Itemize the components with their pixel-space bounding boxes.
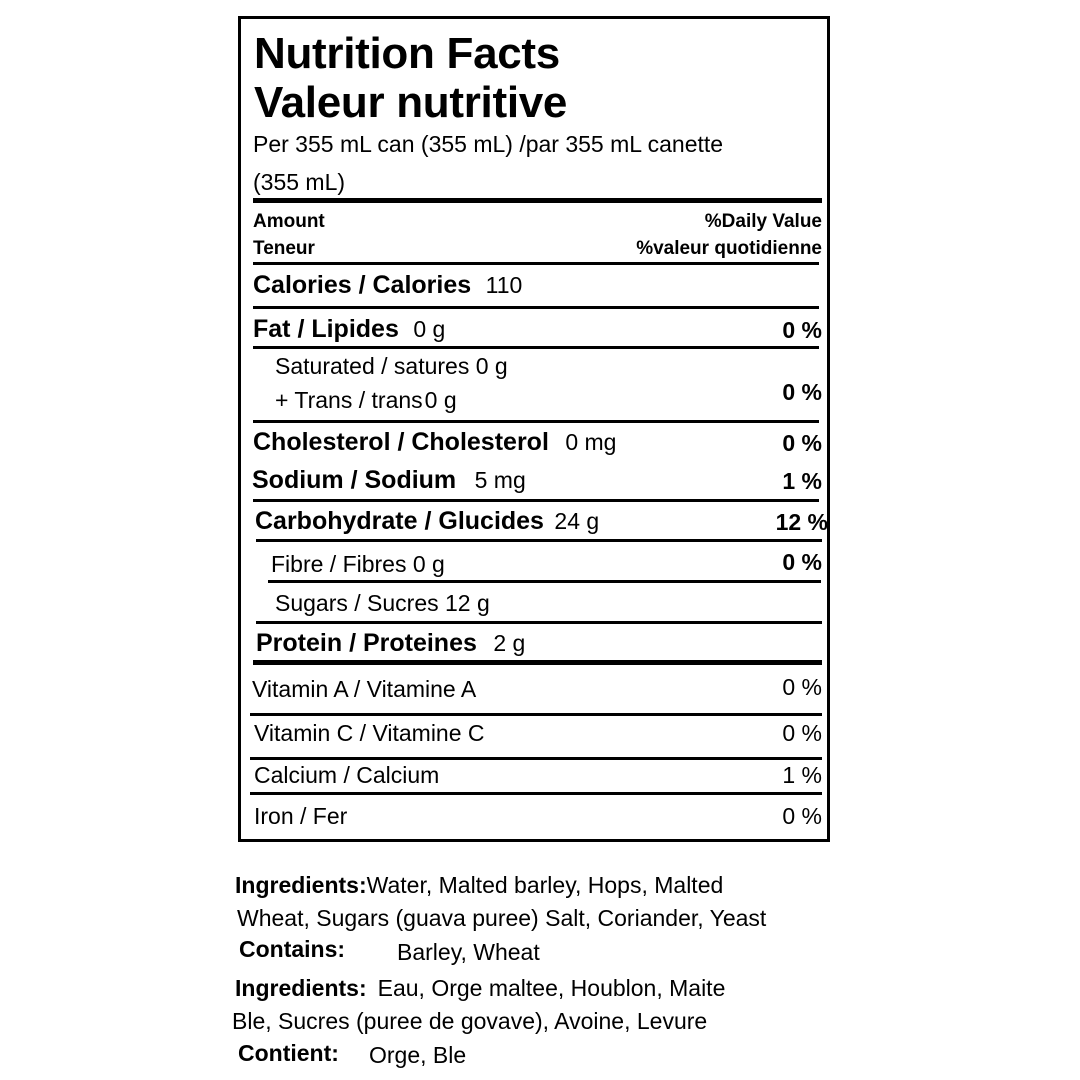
calcium-daily-value: 1 %	[782, 762, 822, 788]
daily-value-header-en: %Daily Value	[704, 211, 822, 232]
carbohydrate-row	[255, 509, 599, 534]
carbohydrate-value: 24 g	[554, 508, 600, 534]
cholesterol-row	[253, 430, 616, 455]
carbohydrate-daily-value: 12 %	[775, 509, 828, 535]
ingredients-fr-line1	[235, 977, 725, 1000]
ingredients-fr-text-2: Ble, Sucres (puree de govave), Avoine, Levure	[232, 1008, 708, 1034]
amount-header-en: Amount	[253, 211, 325, 232]
cholesterol-daily-value: 0 %	[782, 430, 822, 456]
divider	[253, 346, 819, 349]
thick-divider	[253, 660, 822, 665]
divider	[250, 757, 822, 760]
vitamin-c-daily-value: 0 %	[782, 720, 822, 746]
sodium-daily-value: 1 %	[782, 468, 822, 494]
protein-row	[256, 631, 525, 656]
protein-value: 2 g	[493, 630, 526, 656]
sodium-value: 5 mg	[474, 467, 526, 493]
fat-daily-value: 0 %	[782, 317, 822, 343]
contains-value: Barley, Wheat	[397, 939, 540, 965]
trans-label: + Trans / trans	[275, 387, 423, 413]
ingredients-en-text-2: Wheat, Sugars (guava puree) Salt, Coriander, Yeast	[237, 905, 767, 931]
ingredients-fr-label: Ingredients:	[235, 975, 367, 1001]
vitamin-a-daily-value: 0 %	[782, 674, 822, 700]
divider	[250, 792, 822, 795]
amount-header-fr: Teneur	[253, 238, 315, 259]
ingredients-fr-text-1: Eau, Orge maltee, Houblon, Maite	[377, 975, 726, 1001]
ingredients-en-line1	[235, 874, 723, 897]
carbohydrate-label: Carbohydrate / Glucides	[255, 507, 544, 535]
ingredients-en-label: Ingredients:	[235, 872, 367, 898]
contient-label: Contient:	[238, 1040, 339, 1066]
contient-value: Orge, Ble	[369, 1042, 467, 1068]
divider	[268, 580, 821, 583]
calories-label: Calories / Calories	[253, 271, 472, 299]
thick-divider	[253, 198, 822, 203]
calories-value: 110	[485, 272, 523, 298]
fat-value: 0 g	[413, 316, 446, 342]
vitamin-a-label: Vitamin A / Vitamine A	[252, 676, 477, 702]
serving-size-line1: Per 355 mL can (355 mL) /par 355 mL canette	[253, 131, 724, 157]
divider	[253, 262, 819, 265]
ingredients-en-text-1: Water, Malted barley, Hops, Malted	[366, 872, 724, 898]
divider	[253, 306, 819, 309]
saturated-label: Saturated / satures 0 g	[275, 353, 508, 379]
protein-label: Protein / Proteines	[256, 629, 477, 657]
iron-daily-value: 0 %	[782, 803, 822, 829]
divider	[253, 499, 819, 502]
trans-row	[275, 389, 457, 412]
fibre-daily-value: 0 %	[782, 549, 822, 575]
title-fr: Valeur nutritive	[254, 78, 568, 127]
serving-size-line2: (355 mL)	[253, 169, 346, 195]
divider	[253, 420, 819, 423]
saturated-trans-daily-value: 0 %	[782, 379, 822, 405]
divider	[256, 621, 822, 624]
cholesterol-label: Cholesterol / Cholesterol	[253, 428, 549, 456]
calories-row	[253, 273, 522, 298]
sodium-row	[252, 468, 526, 493]
divider	[250, 713, 822, 716]
calcium-label: Calcium / Calcium	[254, 762, 440, 788]
title-en: Nutrition Facts	[254, 29, 560, 78]
fat-label: Fat / Lipides	[253, 315, 399, 343]
sodium-label: Sodium / Sodium	[252, 466, 457, 494]
trans-value: 0 g	[424, 387, 457, 413]
divider	[256, 539, 822, 542]
vitamin-c-label: Vitamin C / Vitamine C	[254, 720, 485, 746]
contains-label: Contains:	[239, 936, 346, 962]
fat-row	[253, 317, 445, 342]
sugars-label: Sugars / Sucres 12 g	[275, 590, 490, 616]
cholesterol-value: 0 mg	[565, 429, 617, 455]
daily-value-header-fr: %valeur quotidienne	[636, 238, 822, 259]
fibre-label: Fibre / Fibres 0 g	[271, 551, 445, 577]
iron-label: Iron / Fer	[254, 803, 348, 829]
